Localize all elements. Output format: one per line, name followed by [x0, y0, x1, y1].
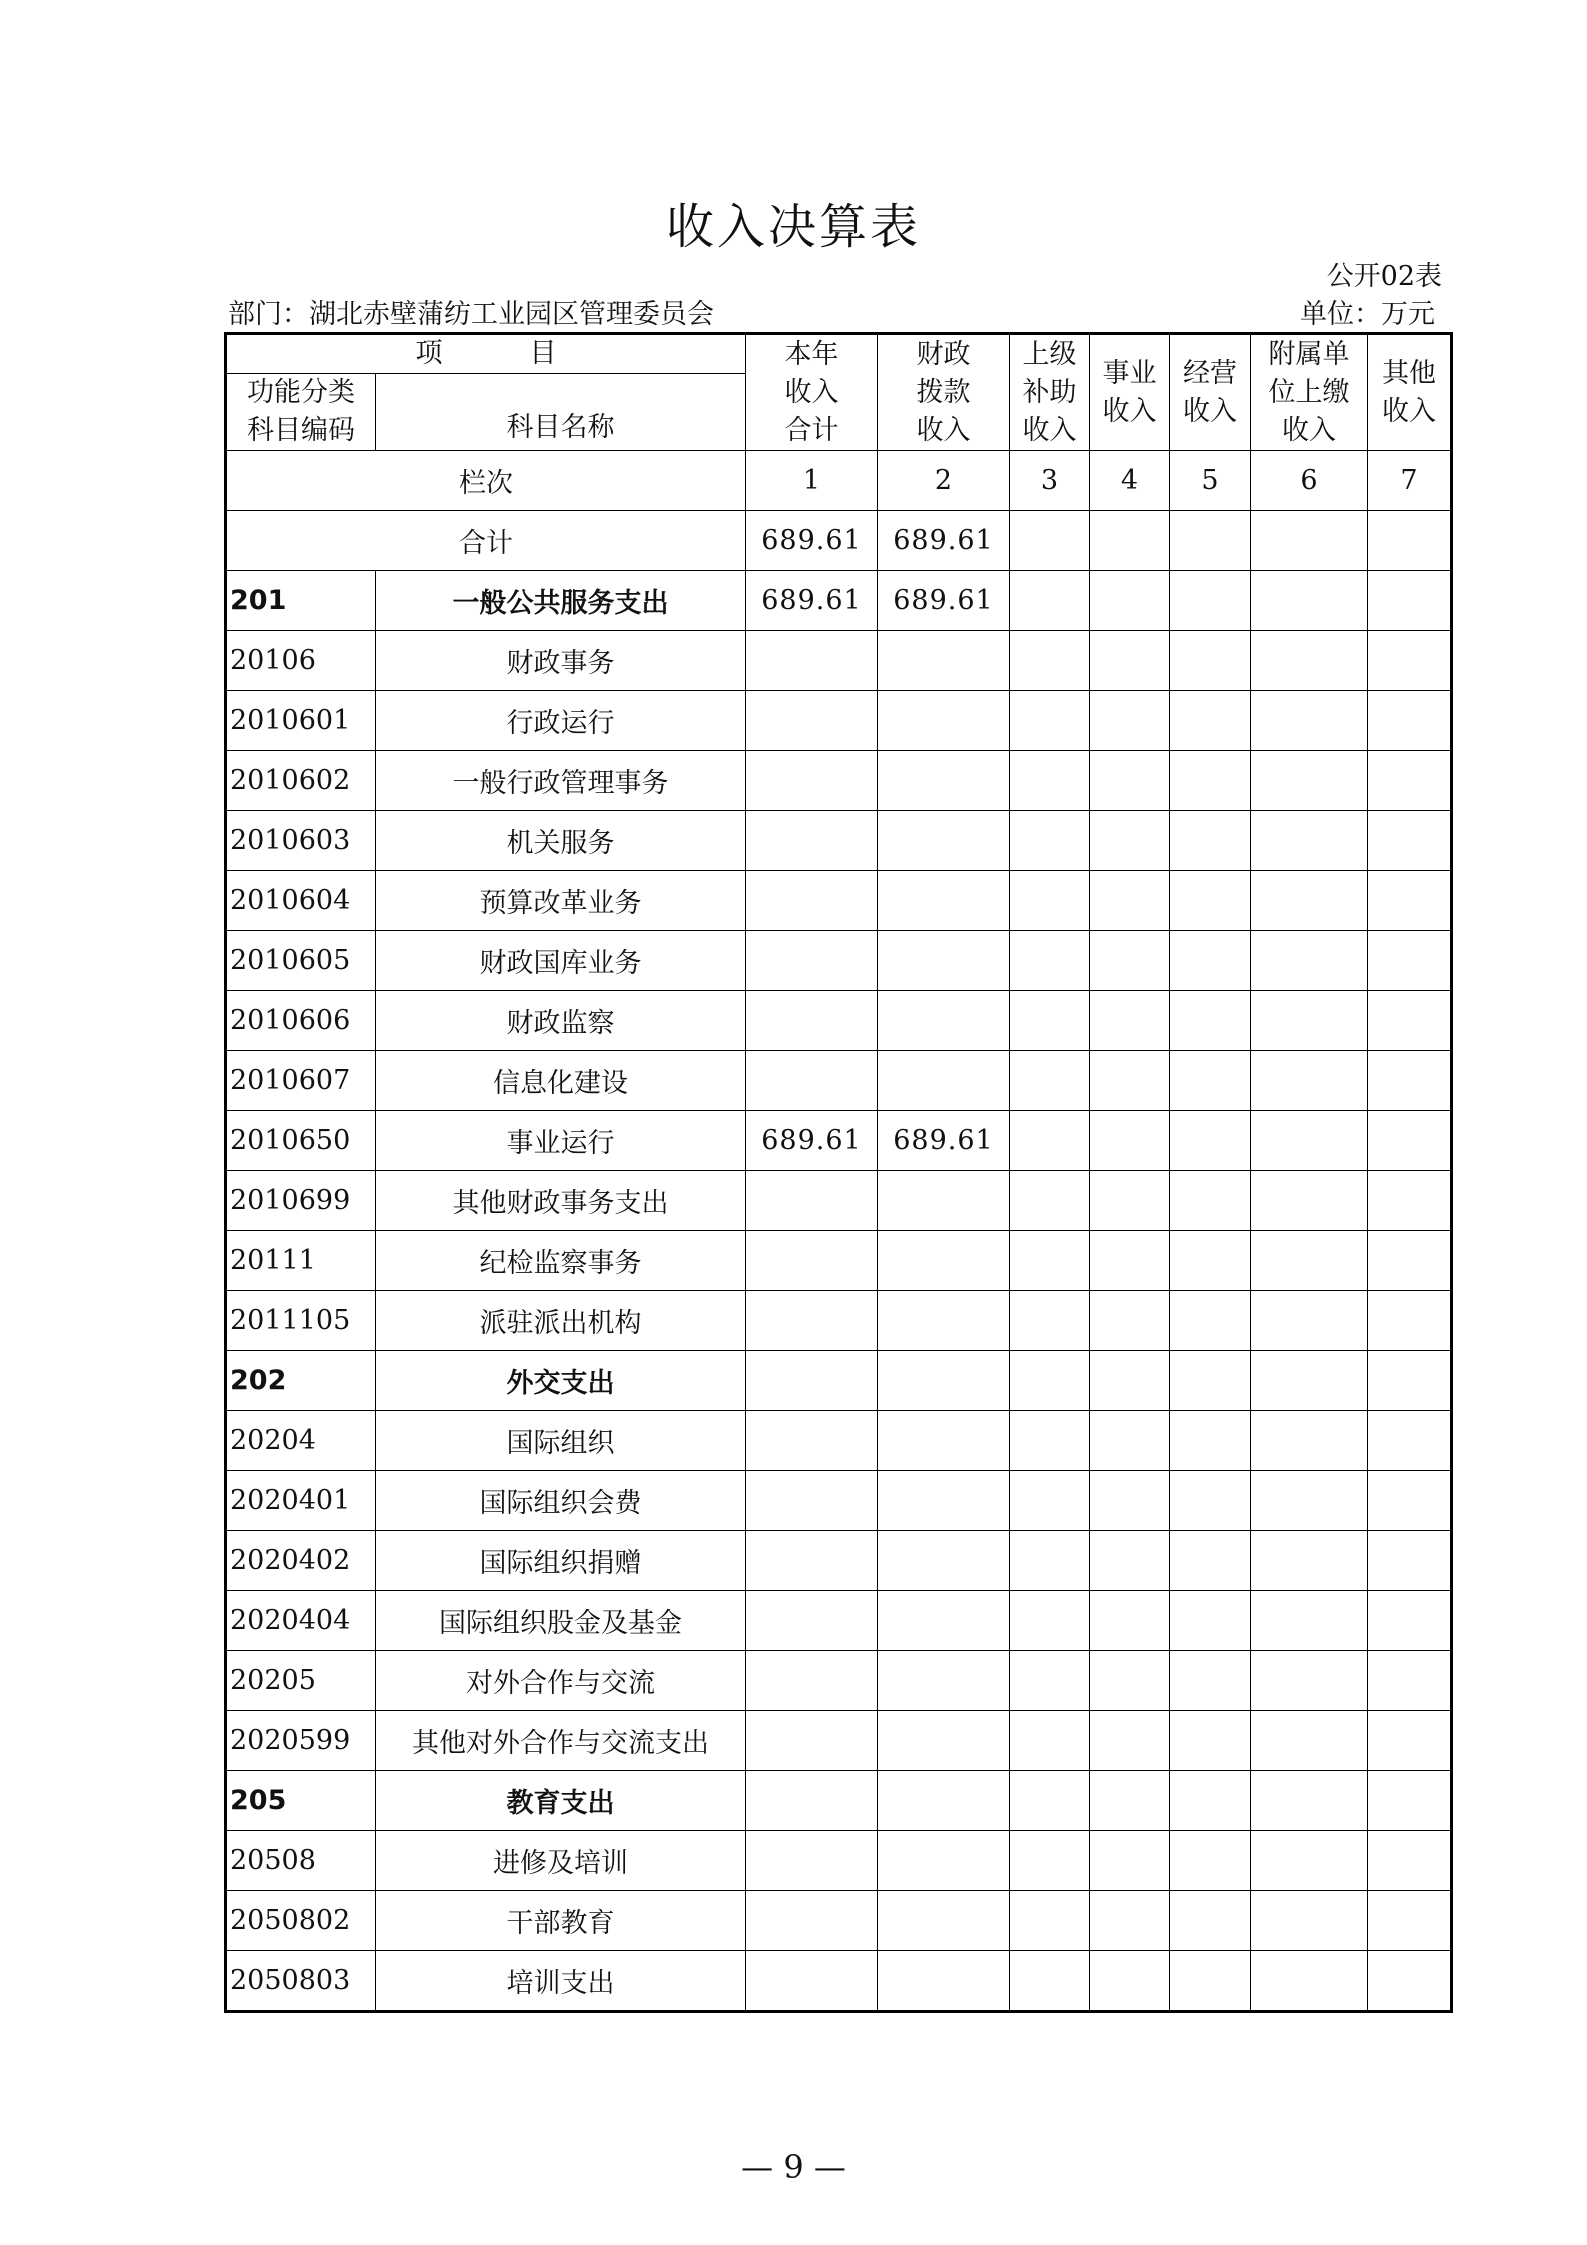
value-cell: [1010, 1951, 1090, 2012]
header-subject-name: 科目名称: [506, 412, 615, 443]
value-cell: [1251, 931, 1368, 991]
value-cell: [878, 1351, 1010, 1411]
category-row: [226, 1351, 1452, 1411]
value-cell: [1170, 631, 1251, 691]
value-cell: [1368, 1891, 1452, 1951]
value-cell: [1251, 1351, 1368, 1411]
value-cell: [746, 1171, 878, 1231]
value-cell: [1010, 991, 1090, 1051]
table-row: [226, 1591, 1452, 1651]
value-cell: [746, 931, 878, 991]
value-cell: [1010, 1411, 1090, 1471]
value-cell: [1010, 871, 1090, 931]
header-subject-name-cell: [376, 374, 746, 451]
income-table: [224, 332, 1453, 2013]
total-value: [1368, 511, 1452, 571]
page-number: — 9 —: [741, 2148, 846, 2186]
value-cell: [1251, 751, 1368, 811]
page-title: 收入决算表: [665, 199, 921, 255]
function-code-cell: 2020401: [226, 1471, 376, 1531]
table-row: [226, 931, 1452, 991]
subject-name-cell: 教育支出: [376, 1771, 746, 1831]
function-code-cell: 2050802: [226, 1891, 376, 1951]
table-row: [226, 1831, 1452, 1891]
value-cell: [1251, 1291, 1368, 1351]
value-cell: [1010, 1231, 1090, 1291]
subject-name-cell: 事业运行: [376, 1111, 746, 1171]
table-row: [226, 871, 1452, 931]
value-cell: [1010, 1711, 1090, 1771]
subject-name-cell: 其他财政事务支出: [376, 1171, 746, 1231]
subject-name-cell: 外交支出: [376, 1351, 746, 1411]
value-cell: [1010, 631, 1090, 691]
value-cell: [1170, 1711, 1251, 1771]
function-code-cell: 2020404: [226, 1591, 376, 1651]
function-code-cell: 201: [226, 571, 376, 631]
header-col-superior-subsidy: 上级 补助 收入: [1010, 334, 1090, 451]
function-code-cell: 2050803: [226, 1951, 376, 2012]
value-cell: [1010, 1771, 1090, 1831]
value-cell: [1251, 691, 1368, 751]
function-code-cell: 2010607: [226, 1051, 376, 1111]
table-row: [226, 1651, 1452, 1711]
value-cell: [746, 1591, 878, 1651]
value-cell: [1010, 1651, 1090, 1711]
value-cell: [746, 1291, 878, 1351]
value-cell: [1251, 1171, 1368, 1231]
subject-name-cell: 国际组织捐赠: [376, 1531, 746, 1591]
value-cell: [878, 1411, 1010, 1471]
value-cell: [1170, 1771, 1251, 1831]
function-code-cell: 205: [226, 1771, 376, 1831]
value-cell: [1368, 1051, 1452, 1111]
value-cell: [1170, 1411, 1251, 1471]
value-cell: [746, 1891, 878, 1951]
total-row: [226, 511, 1452, 571]
value-cell: [1170, 1351, 1251, 1411]
value-cell: [1251, 1531, 1368, 1591]
column-index-label: 栏次: [226, 451, 746, 511]
unit-label: 单位：万元: [1300, 299, 1435, 330]
value-cell: [1251, 1111, 1368, 1171]
table-row: [226, 1951, 1452, 2012]
header-col-other-income: 其他 收入: [1368, 334, 1452, 451]
value-cell: [1010, 691, 1090, 751]
value-cell: [1010, 811, 1090, 871]
function-code-cell: 20204: [226, 1411, 376, 1471]
column-index-number: 4: [1090, 451, 1170, 511]
value-cell: [1090, 1831, 1170, 1891]
value-cell: [1251, 871, 1368, 931]
function-code-cell: 20111: [226, 1231, 376, 1291]
value-cell: [1170, 691, 1251, 751]
value-cell: [1090, 1411, 1170, 1471]
value-cell: [1090, 1471, 1170, 1531]
value-cell: [746, 631, 878, 691]
value-cell: [1251, 811, 1368, 871]
function-code-cell: 2020402: [226, 1531, 376, 1591]
value-cell: [1010, 1471, 1090, 1531]
column-index-row: [226, 451, 1452, 511]
value-cell: [746, 811, 878, 871]
value-cell: [878, 1951, 1010, 2012]
value-cell: [1368, 991, 1452, 1051]
value-cell: [1368, 1471, 1452, 1531]
header-col-business-income: 事业 收入: [1090, 334, 1170, 451]
value-cell: [1090, 631, 1170, 691]
value-cell: [1368, 1351, 1452, 1411]
value-cell: [1251, 1231, 1368, 1291]
function-code-cell: 2010604: [226, 871, 376, 931]
column-index-number: 5: [1170, 451, 1251, 511]
value-cell: [1170, 1591, 1251, 1651]
value-cell: [1010, 1891, 1090, 1951]
subject-name-cell: 纪检监察事务: [376, 1231, 746, 1291]
table-row: [226, 1171, 1452, 1231]
value-cell: [1090, 931, 1170, 991]
value-cell: [746, 1351, 878, 1411]
table-row: [226, 751, 1452, 811]
value-cell: [1251, 1471, 1368, 1531]
value-cell: [1090, 1171, 1170, 1231]
value-cell: [1010, 1351, 1090, 1411]
value-cell: [878, 811, 1010, 871]
value-cell: [1090, 1351, 1170, 1411]
value-cell: [1251, 1771, 1368, 1831]
value-cell: [878, 1651, 1010, 1711]
header-col-operating-income: 经营 收入: [1170, 334, 1251, 451]
value-cell: [1368, 1771, 1452, 1831]
value-cell: [1368, 1711, 1452, 1771]
value-cell: [1090, 1291, 1170, 1351]
function-code-cell: 20508: [226, 1831, 376, 1891]
value-cell: [878, 1171, 1010, 1231]
function-code-cell: 2010605: [226, 931, 376, 991]
value-cell: [1090, 691, 1170, 751]
value-cell: [1368, 1111, 1452, 1171]
column-index-number: 7: [1368, 451, 1452, 511]
value-cell: 689.61: [878, 571, 1010, 631]
table-row: [226, 1111, 1452, 1171]
value-cell: [878, 1771, 1010, 1831]
value-cell: [878, 691, 1010, 751]
value-cell: [1090, 1771, 1170, 1831]
value-cell: [1010, 571, 1090, 631]
value-cell: [1368, 1411, 1452, 1471]
value-cell: [746, 1051, 878, 1111]
value-cell: [746, 991, 878, 1051]
column-index-number: 6: [1251, 451, 1368, 511]
subject-name-cell: 培训支出: [376, 1951, 746, 2012]
table-number: 公开02表: [1326, 261, 1442, 292]
value-cell: [746, 1771, 878, 1831]
value-cell: [1170, 931, 1251, 991]
value-cell: [1251, 571, 1368, 631]
subject-name-cell: 机关服务: [376, 811, 746, 871]
total-value: 689.61: [878, 511, 1010, 571]
value-cell: [1368, 631, 1452, 691]
column-index-number: 1: [746, 451, 878, 511]
table-row: [226, 1411, 1452, 1471]
function-code-cell: 202: [226, 1351, 376, 1411]
value-cell: 689.61: [878, 1111, 1010, 1171]
value-cell: [746, 1231, 878, 1291]
value-cell: [746, 1951, 878, 2012]
table-row: [226, 1531, 1452, 1591]
subject-name-cell: 国际组织会费: [376, 1471, 746, 1531]
total-value: [1170, 511, 1251, 571]
column-index-number: 2: [878, 451, 1010, 511]
value-cell: [1368, 1651, 1452, 1711]
value-cell: [878, 1591, 1010, 1651]
value-cell: [1368, 571, 1452, 631]
value-cell: [1251, 1411, 1368, 1471]
value-cell: [1368, 1531, 1452, 1591]
value-cell: [1170, 1231, 1251, 1291]
value-cell: [878, 1231, 1010, 1291]
value-cell: [1170, 811, 1251, 871]
value-cell: [1170, 1651, 1251, 1711]
value-cell: [1170, 1951, 1251, 2012]
value-cell: [1170, 991, 1251, 1051]
value-cell: [746, 1411, 878, 1471]
function-code-cell: 2010601: [226, 691, 376, 751]
value-cell: [1010, 1531, 1090, 1591]
value-cell: 689.61: [746, 1111, 878, 1171]
subject-name-cell: 一般公共服务支出: [376, 571, 746, 631]
value-cell: [1251, 1891, 1368, 1951]
total-value: [1010, 511, 1090, 571]
value-cell: [878, 871, 1010, 931]
value-cell: [746, 1831, 878, 1891]
function-code-cell: 2011105: [226, 1291, 376, 1351]
value-cell: [1251, 1651, 1368, 1711]
value-cell: [1170, 871, 1251, 931]
value-cell: [1010, 1051, 1090, 1111]
header-col-total-income: 本年 收入 合计: [746, 334, 878, 451]
table-row: [226, 991, 1452, 1051]
value-cell: [1170, 751, 1251, 811]
value-cell: [1368, 1591, 1452, 1651]
value-cell: [746, 1531, 878, 1591]
value-cell: [1368, 871, 1452, 931]
category-row: [226, 1771, 1452, 1831]
value-cell: [1090, 751, 1170, 811]
value-cell: [1368, 751, 1452, 811]
value-cell: [1170, 1171, 1251, 1231]
value-cell: [1251, 1831, 1368, 1891]
value-cell: [1251, 1711, 1368, 1771]
value-cell: [878, 1891, 1010, 1951]
header-project: 项 目: [226, 334, 746, 374]
value-cell: [1090, 991, 1170, 1051]
value-cell: [1368, 1291, 1452, 1351]
value-cell: [1010, 1591, 1090, 1651]
function-code-cell: 20106: [226, 631, 376, 691]
value-cell: [746, 691, 878, 751]
value-cell: [1090, 1051, 1170, 1111]
subject-name-cell: 财政监察: [376, 991, 746, 1051]
function-code-cell: 2010650: [226, 1111, 376, 1171]
value-cell: [1251, 631, 1368, 691]
value-cell: [1010, 1171, 1090, 1231]
category-row: [226, 571, 1452, 631]
subject-name-cell: 派驻派出机构: [376, 1291, 746, 1351]
subject-name-cell: 预算改革业务: [376, 871, 746, 931]
value-cell: [1090, 1231, 1170, 1291]
value-cell: [878, 931, 1010, 991]
value-cell: [878, 1831, 1010, 1891]
value-cell: [1010, 931, 1090, 991]
value-cell: [878, 1291, 1010, 1351]
value-cell: [878, 1051, 1010, 1111]
value-cell: [746, 1651, 878, 1711]
value-cell: [1368, 1831, 1452, 1891]
value-cell: [1170, 1291, 1251, 1351]
value-cell: [1010, 1111, 1090, 1171]
value-cell: [1090, 1711, 1170, 1771]
subject-name-cell: 进修及培训: [376, 1831, 746, 1891]
subject-name-cell: 国际组织: [376, 1411, 746, 1471]
value-cell: [1368, 1171, 1452, 1231]
value-cell: [1170, 1051, 1251, 1111]
value-cell: [1090, 1651, 1170, 1711]
department-label: 部门：湖北赤壁蒲纺工业园区管理委员会: [228, 299, 714, 330]
value-cell: [1368, 691, 1452, 751]
total-value: 689.61: [746, 511, 878, 571]
value-cell: [746, 751, 878, 811]
value-cell: [746, 871, 878, 931]
total-value: [1090, 511, 1170, 571]
value-cell: [1090, 871, 1170, 931]
subject-name-cell: 其他对外合作与交流支出: [376, 1711, 746, 1771]
value-cell: [1368, 931, 1452, 991]
column-index-number: 3: [1010, 451, 1090, 511]
header-col-fiscal-allocation: 财政 拨款 收入: [878, 334, 1010, 451]
value-cell: [1170, 571, 1251, 631]
value-cell: [1251, 991, 1368, 1051]
value-cell: [1251, 1951, 1368, 2012]
value-cell: [878, 751, 1010, 811]
value-cell: [746, 1471, 878, 1531]
subject-name-cell: 一般行政管理事务: [376, 751, 746, 811]
value-cell: [1090, 1891, 1170, 1951]
value-cell: [1368, 1231, 1452, 1291]
value-cell: [1090, 1531, 1170, 1591]
function-code-cell: 2010602: [226, 751, 376, 811]
value-cell: [1251, 1591, 1368, 1651]
value-cell: [1010, 1831, 1090, 1891]
function-code-cell: 2010699: [226, 1171, 376, 1231]
value-cell: [878, 1711, 1010, 1771]
function-code-cell: 2010603: [226, 811, 376, 871]
header-row-1: [226, 334, 1452, 374]
value-cell: [1090, 1951, 1170, 2012]
value-cell: [878, 1531, 1010, 1591]
value-cell: [878, 991, 1010, 1051]
value-cell: [1251, 1051, 1368, 1111]
value-cell: [1368, 811, 1452, 871]
function-code-cell: 20205: [226, 1651, 376, 1711]
table-row: [226, 1291, 1452, 1351]
subject-name-cell: 财政国库业务: [376, 931, 746, 991]
value-cell: [878, 631, 1010, 691]
value-cell: [1010, 751, 1090, 811]
table-row: [226, 1051, 1452, 1111]
value-cell: 689.61: [746, 571, 878, 631]
subject-name-cell: 干部教育: [376, 1891, 746, 1951]
subject-name-cell: 信息化建设: [376, 1051, 746, 1111]
value-cell: [1090, 571, 1170, 631]
value-cell: [1170, 1831, 1251, 1891]
value-cell: [1170, 1471, 1251, 1531]
header-func-code: 功能分类 科目编码: [226, 374, 376, 451]
table-row: [226, 1711, 1452, 1771]
value-cell: [1090, 1111, 1170, 1171]
value-cell: [1090, 1591, 1170, 1651]
total-label: 合计: [226, 511, 746, 571]
table-row: [226, 1891, 1452, 1951]
function-code-cell: 2010606: [226, 991, 376, 1051]
table-row: [226, 631, 1452, 691]
value-cell: [1170, 1531, 1251, 1591]
value-cell: [1090, 811, 1170, 871]
header-col-affiliate-income: 附属单 位上缴 收入: [1251, 334, 1368, 451]
function-code-cell: 2020599: [226, 1711, 376, 1771]
subject-name-cell: 财政事务: [376, 631, 746, 691]
subject-name-cell: 行政运行: [376, 691, 746, 751]
value-cell: [1368, 1951, 1452, 2012]
subject-name-cell: 国际组织股金及基金: [376, 1591, 746, 1651]
table-row: [226, 811, 1452, 871]
table-row: [226, 1231, 1452, 1291]
value-cell: [1170, 1111, 1251, 1171]
table-row: [226, 1471, 1452, 1531]
value-cell: [1170, 1891, 1251, 1951]
value-cell: [746, 1711, 878, 1771]
value-cell: [1010, 1291, 1090, 1351]
table-row: [226, 691, 1452, 751]
value-cell: [878, 1471, 1010, 1531]
subject-name-cell: 对外合作与交流: [376, 1651, 746, 1711]
total-value: [1251, 511, 1368, 571]
